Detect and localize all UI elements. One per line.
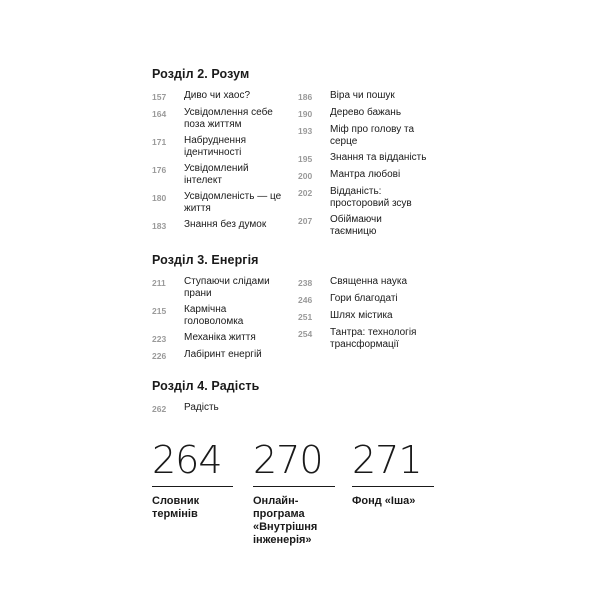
toc-entry[interactable] [298,276,448,289]
toc-page-number: 211 [152,278,166,288]
toc-entry-title: Дерево бажань [330,107,402,118]
toc-column-right [298,90,448,242]
toc-entry-title: Міф про голову та серце [330,124,415,147]
toc-page-number: 215 [152,306,167,316]
toc-entry[interactable] [298,124,448,148]
toc-entry[interactable] [152,107,302,131]
toc-page-number: 251 [298,312,313,322]
toc-entry-title: Диво чи хаос? [184,90,251,101]
appendix-divider [352,486,434,487]
toc-entry[interactable] [152,163,302,187]
toc-entry[interactable] [298,293,448,306]
appendix-divider [152,486,233,487]
toc-entry-title: Мантра любові [330,169,401,180]
toc-entry-title: Механіка життя [184,332,256,343]
toc-entry-title: Лабіринт енергій [184,349,262,360]
appendix-isha-foundation[interactable] [352,440,434,508]
appendix-label: Онлайн-програма «Внутрішня інженерія» [253,495,318,546]
toc-entry[interactable] [152,304,302,328]
toc-page-number: 190 [298,109,313,119]
appendix-divider [253,486,335,487]
toc-page-number: 180 [152,193,167,203]
toc-entry-title: Відданість: просторовий зсув [330,186,412,209]
toc-page-number: 183 [152,221,167,231]
toc-page-number: 262 [152,404,167,414]
toc-page-number: 207 [298,216,313,226]
appendix-page-number: 264 [152,438,222,482]
toc-entry[interactable] [298,152,448,165]
toc-page-number: 238 [298,278,313,288]
toc-column-right [298,276,448,355]
toc-entry[interactable] [152,332,302,345]
toc-page-number: 254 [298,329,313,339]
toc-entry-title: Обіймаючи таємницю [330,214,382,237]
toc-entry[interactable] [152,276,302,300]
toc-entry-title: Тантра: технологія трансформації [330,327,417,350]
toc-page-number: 195 [298,154,313,164]
toc-entry-title: Кармічна головоломка [184,304,244,327]
toc-entry[interactable] [298,214,448,238]
toc-entry[interactable] [298,107,448,120]
toc-entry[interactable] [298,327,448,351]
toc-page-number: 223 [152,334,167,344]
toc-entry-title: Знання без думок [184,219,267,230]
toc-page-number: 193 [298,126,313,136]
section-title-4: Розділ 4. Радість [152,379,260,393]
toc-page-number: 171 [152,137,167,147]
appendix-label: Словник термінів [152,495,200,520]
toc-page-number: 186 [298,92,313,102]
toc-entry-title: Знання та відданість [330,152,427,163]
toc-page-number: 164 [152,109,167,119]
appendix-page-number: 270 [253,438,323,482]
toc-page-number: 157 [152,92,167,102]
toc-entry-title: Ступаючи слідами прани [184,276,270,299]
toc-page-number: 202 [298,188,313,198]
appendix-page-number: 271 [352,438,422,482]
toc-column-left [152,276,302,366]
toc-page-number: 226 [152,351,167,361]
toc-entry-title: Віра чи пошук [330,90,395,101]
toc-entry[interactable] [152,402,302,415]
toc-column-left [152,402,302,419]
toc-entry[interactable] [152,349,302,362]
toc-page-number: 246 [298,295,313,305]
toc-entry[interactable] [152,219,302,232]
toc-entry[interactable] [152,135,302,159]
toc-entry-title: Гори благодаті [330,293,398,304]
toc-entry-title: Радість [184,402,219,413]
toc-entry-title: Священна наука [330,276,408,287]
toc-page-number: 200 [298,171,313,181]
toc-entry-title: Шлях містика [330,310,393,321]
toc-entry[interactable] [298,186,448,210]
section-title-3: Розділ 3. Енергія [152,253,259,267]
appendix-glossary[interactable] [152,440,233,521]
appendix-label: Фонд «Іша» [352,495,416,507]
toc-entry-title: Усвідомлення себе поза життям [184,107,273,130]
toc-entry[interactable] [152,191,302,215]
toc-entry-title: Усвідомленість — це життя [184,191,282,214]
toc-entry[interactable] [298,90,448,103]
toc-entry[interactable] [152,90,302,103]
toc-entry-title: Набруднення ідентичності [184,135,247,158]
section-title-2: Розділ 2. Розум [152,67,250,81]
toc-entry[interactable] [298,169,448,182]
appendix-online-program[interactable] [253,440,335,547]
toc-column-left [152,90,302,236]
toc-entry-title: Усвідомлений інтелект [184,163,249,186]
toc-entry[interactable] [298,310,448,323]
toc-page-number: 176 [152,165,167,175]
